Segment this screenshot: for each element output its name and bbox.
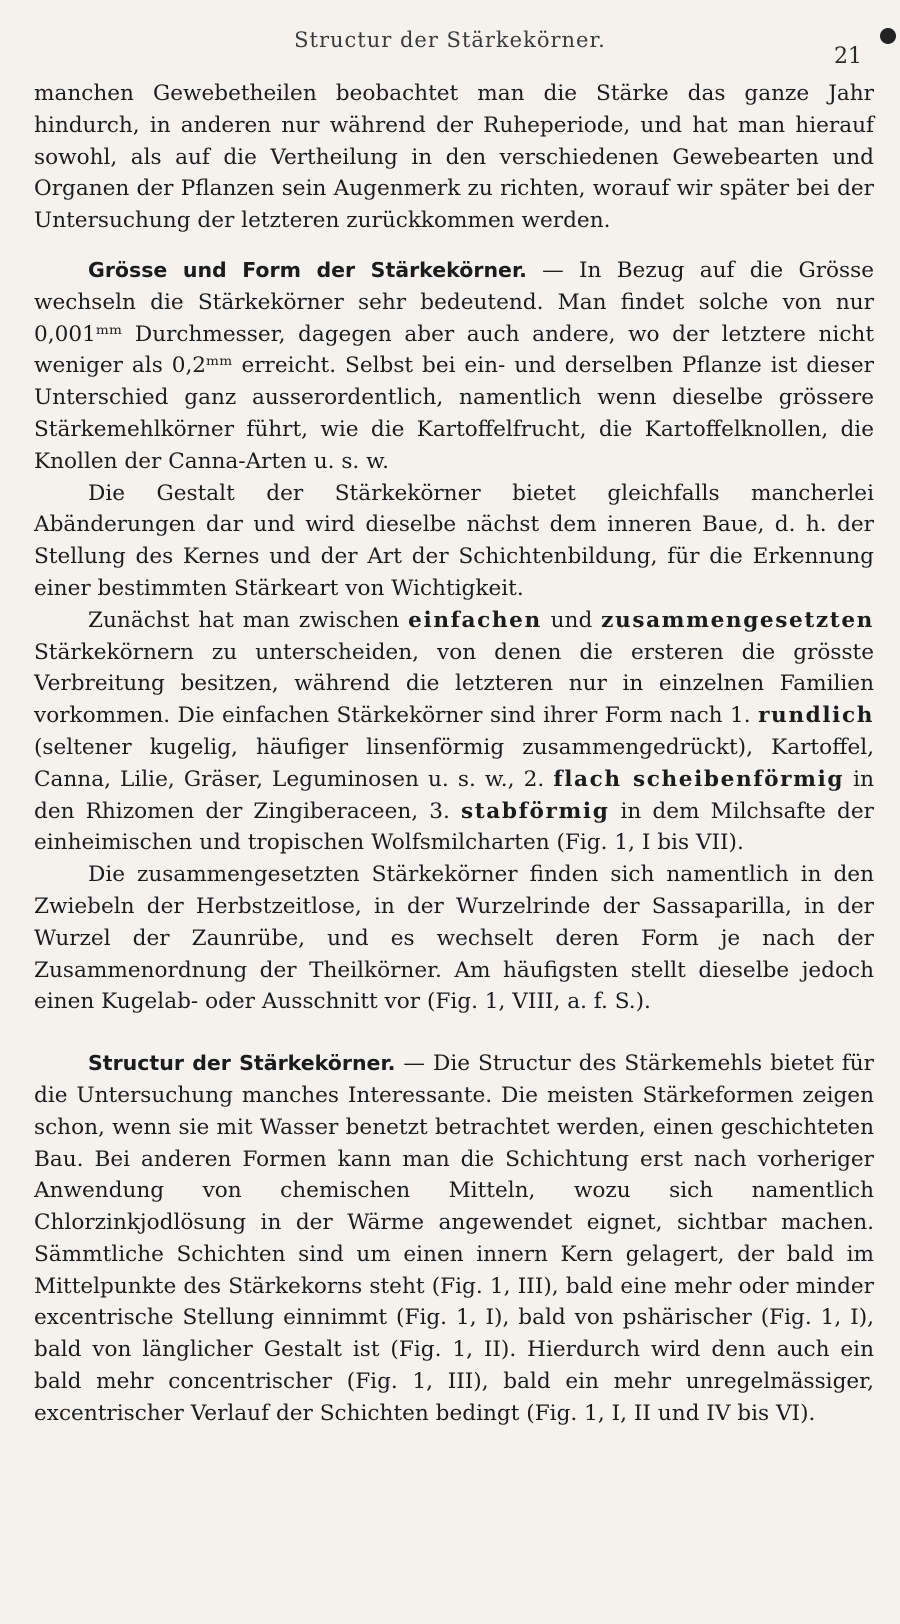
section-heading-structure: Structur der Stärkekörner. xyxy=(88,1051,396,1076)
term-stabfoermig: stabförmig xyxy=(460,798,610,824)
term-rundlich: rundlich xyxy=(758,703,874,729)
section-heading-size-shape: Grösse und Form der Stärkekörner. xyxy=(88,257,527,282)
paragraph-text: — In Bezug auf die Grösse wechseln die Stärkekörner sehr bedeutend. Man findet solche von nur 0,001ᵐᵐ Durchmesser, dagegen aber auch andere, wo der letztere nicht weniger als 0,2ᵐᵐ erreicht. Selbst bei ein- und derselben Pflanze ist dieser Unterschied ganz ausserordentlich, namentlich wenn dieselbe grössere Stärkemehlkörner führt, wie die Kartoffelfrucht, die Kartoffelknollen, die Knollen der Canna-Arten u. s. w. xyxy=(34,257,874,474)
term-einfachen: einfachen xyxy=(408,607,542,633)
term-zusammengesetzten: zusammengesetzten xyxy=(601,607,874,633)
running-head: Structur der Stärkekörner. xyxy=(294,28,606,52)
paragraph-continued: manchen Gewebetheilen beobachtet man die Stärke das ganze Jahr hindurch, in anderen nur während der Ruheperiode, und hat man hierauf sowohl, als auf die Vertheilung in den verschiedenen Gewebearten und Organen der Pflanzen sein Augenmerk zu richten, worauf wir später bei der Untersuchung der letzteren zurückkommen werden. xyxy=(34,81,874,234)
section-separator xyxy=(34,1018,874,1048)
paragraph-structure xyxy=(34,1048,874,1430)
paragraph-shape: Die Gestalt der Stärkekörner bietet gleichfalls mancherlei Abänderungen dar und wird dieselbe nächst dem inneren Baue, d. h. der Stellung des Kernes und der Art der Schichtenbildung, für die Erkennung einer bestimmten Stärkeart von Wichtigkeit. xyxy=(34,480,874,601)
paragraph-text: — Die Structur des Stärkemehls bietet für die Untersuchung manches Interessante. Die meisten Stärkeformen zeigen schon, wenn sie mit Wasser benetzt betrachtet werden, einen geschichteten Bau. Bei anderen Formen kann man die Schichtung erst nach vorheriger Anwendung von chemischen Mitteln, wozu sich namentlich Chlorzinkjodlösung in der Wärme angewendet eignet, sichtbar machen. Sämmtliche Schichten sind um einen innern Kern gelagert, der bald im Mittelpunkte des Stärkekorns steht (Fig. 1, III), bald eine mehr oder minder excentrische Stellung einnimmt (Fig. 1, I), bald von pshärischer (Fig. 1, I), bald von länglicher Gestalt ist (Fig. 1, II). Hierdurch wird denn auch ein bald mehr concentrischer (Fig. 1, III), bald ein mehr unregelmässiger, excentrischer Verlauf der Schichten bedingt (Fig. 1, I, II und IV bis VI). xyxy=(34,1051,874,1426)
page-number: 21 xyxy=(834,44,862,69)
paragraph-compound-grains: Die zusammengesetzten Stärkekörner finden sich namentlich in den Zwiebeln der Herbstzeitlose, in der Wurzelrinde der Sassaparilla, in der Wurzel der Zaunrübe, und es wechselt deren Form je nach der Zusammenordnung der Theilkörner. Am häufigsten stellt dieselbe jedoch einen Kugelab- oder Ausschnitt vor (Fig. 1, VIII, a. f. S.). xyxy=(34,862,874,1015)
paragraph-size-and-shape xyxy=(34,255,874,478)
term-flach-scheibenfoermig: flach scheibenförmig xyxy=(553,766,845,792)
body-text xyxy=(34,78,874,1430)
paragraph-simple-compound: Zunächst hat man zwischen einfachen und zusammengesetzten Stärkekörnern zu unterscheiden, von denen die ersteren die grösste Verbreitung besitzen, während die letzteren nur in einzelnen Familien vorkommen. Die einfachen Stärkekörner sind ihrer Form nach 1. rundlich (seltener kugelig, häufiger linsenförmig zusammengedrückt), Kartoffel, Canna, Lilie, Gräser, Leguminosen u. s. w., 2. flach scheibenförmig in den Rhizomen der Zingiberaceen, 3. stabförmig in dem Milchsafte der einheimischen und tropischen Wolfsmilcharten (Fig. 1, I bis VII). xyxy=(34,607,874,856)
ink-blot-mark xyxy=(880,28,896,44)
